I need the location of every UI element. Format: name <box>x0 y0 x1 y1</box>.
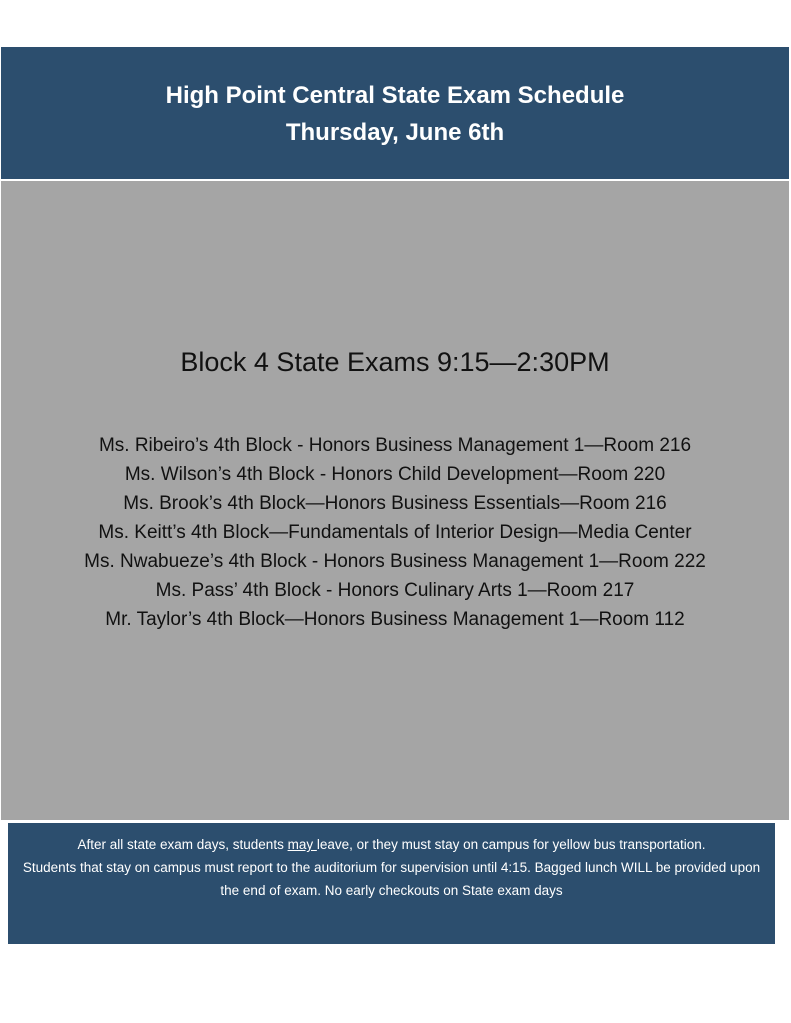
notice-text: leave, or they must stay on campus for yellow bus transportation. <box>316 837 706 852</box>
notice-paragraph-1 <box>14 833 769 856</box>
block-title: Block 4 State Exams 9:15—2:30PM <box>180 347 610 377</box>
exam-item: Ms. Wilson’s 4th Block - Honors Child Development—Room 220 <box>124 464 666 485</box>
exam-item: Ms. Brook’s 4th Block—Honors Business Essentials—Room 216 <box>123 493 667 514</box>
notice-paragraph-2: Students that stay on campus must report to the auditorium for supervision until 4:15. Bagged lunch WILL be provided upon the end of exam. No early checkouts on State exam days <box>22 860 761 898</box>
schedule-date: Thursday, June 6th <box>285 119 505 146</box>
exam-item: Ms. Nwabueze’s 4th Block - Honors Business Management 1—Room 222 <box>84 551 706 572</box>
exam-item: Mr. Taylor’s 4th Block—Honors Business Management 1—Room 112 <box>105 609 685 630</box>
exam-list <box>1 431 789 634</box>
notice-text: After all state exam days, students <box>77 837 288 852</box>
footer-notice <box>8 823 775 944</box>
exam-item: Ms. Keitt’s 4th Block—Fundamentals of Interior Design—Media Center <box>98 522 692 543</box>
exam-item: Ms. Pass’ 4th Block - Honors Culinary Arts 1—Room 217 <box>155 580 635 601</box>
schedule-title: High Point Central State Exam Schedule <box>165 82 625 109</box>
header-banner <box>1 47 789 179</box>
exam-panel <box>1 181 789 820</box>
exam-item: Ms. Ribeiro’s 4th Block - Honors Business Management 1—Room 216 <box>98 435 692 456</box>
notice-underlined-word: may <box>287 837 317 852</box>
